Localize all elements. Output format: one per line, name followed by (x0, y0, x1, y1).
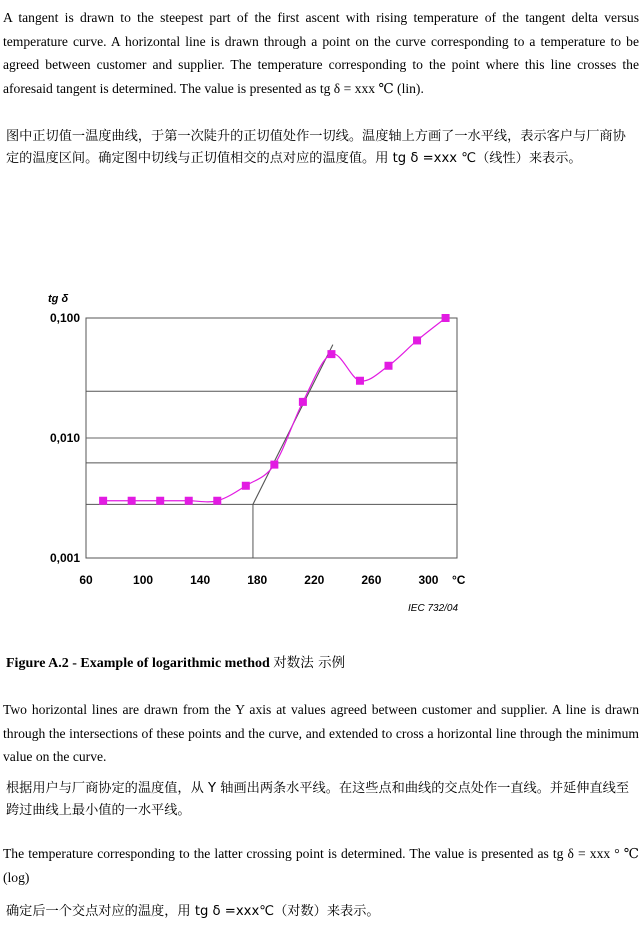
x-tick-label: 180 (247, 573, 268, 587)
data-point (156, 497, 164, 505)
data-point (442, 314, 450, 322)
x-tick-label: 60 (79, 573, 93, 587)
paragraph-lin-en: A tangent is drawn to the steepest part of the first ascent with rising temperature of the tangent delta versus temperature curve. A horizontal line is drawn through a point on the curve corresponding to a temperature to be agreed between customer and supplier. The temperature corresponding to the point where this line crosses the aforesaid tangent is determined. The value is presented as tg δ = xxx ℃ (lin). (3, 10, 639, 96)
paragraph-result-en: The temperature corresponding to the latter crossing point is determined. The value is presented as tg δ = xxx ° ℃ (log) (3, 846, 639, 885)
x-tick-label: 260 (361, 573, 382, 587)
y-tick-label: 0,010 (49, 431, 80, 445)
data-point (385, 362, 393, 370)
figure-ref: IEC 732/04 (408, 603, 459, 614)
data-point (299, 398, 307, 406)
paragraph-log-zh: 根据用户与厂商协定的温度值，从 Y 轴画出两条水平线。在这些点和曲线的交点处作一直线。并延伸直线至跨过曲线上最小值的一水平线。 (6, 781, 630, 818)
data-point (270, 461, 278, 469)
paragraph-lin-zh: 图中正切值一温度曲线，于第一次陡升的正切值处作一切线。温度轴上方画了一水平线，表示客户与厂商协定的温度区间。确定图中切线与正切值相交的点对应的温度值。用 tg δ =xxx ℃（线性）来表示。 (6, 129, 626, 166)
log-method-chart (0, 285, 641, 615)
x-tick-label: 100 (133, 573, 154, 587)
paragraph-result-zh: 确定后一个交点对应的温度，用 tg δ =xxx℃（对数）来表示。 (6, 904, 380, 919)
series-line (103, 318, 445, 502)
y-tick-label: 0,001 (49, 551, 80, 565)
y-axis-label: tg δ (48, 293, 69, 305)
data-point (356, 377, 364, 385)
data-point (413, 336, 421, 344)
data-point (327, 350, 335, 358)
data-point (213, 497, 221, 505)
data-point (128, 497, 136, 505)
y-tick-label: 0,100 (49, 311, 80, 325)
caption-en: Figure A.2 - Example of logarithmic method (6, 656, 270, 671)
x-tick-label: 300 (418, 573, 439, 587)
data-point (99, 497, 107, 505)
data-point (242, 482, 250, 490)
paragraph-log-en: Two horizontal lines are drawn from the Y axis at values agreed between customer and supplier. A line is drawn through the intersections of these points and the curve, and extended to cross a horizontal line through the minimum value on the curve. (3, 702, 639, 764)
figure-caption (6, 651, 345, 672)
x-unit-label: °C (452, 573, 466, 587)
data-point (185, 497, 193, 505)
caption-zh: 对数法 示例 (273, 655, 346, 671)
x-tick-label: 140 (190, 573, 211, 587)
x-tick-label: 220 (304, 573, 325, 587)
